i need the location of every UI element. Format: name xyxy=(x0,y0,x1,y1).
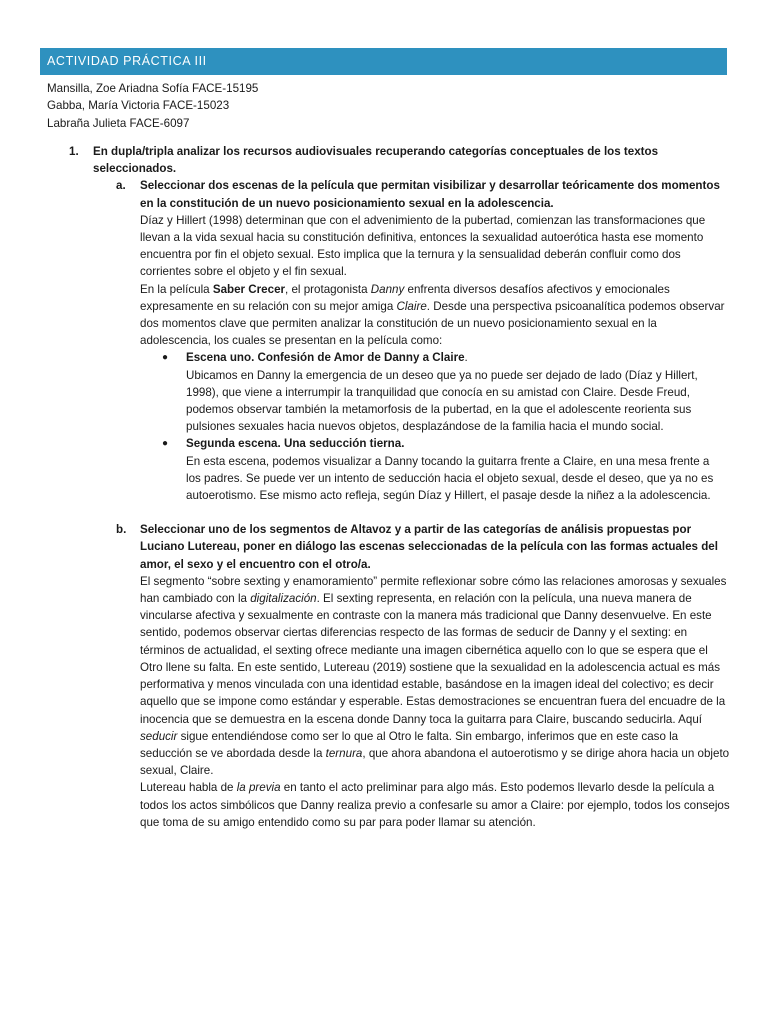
bullet-title: Segunda escena. Una seducción tierna. xyxy=(186,437,405,451)
question-1-text: En dupla/tripla analizar los recursos audiovisuales recuperando categorías conceptuales de los textos seleccionados. xyxy=(93,145,659,176)
bullet-text: En esta escena, podemos visualizar a Danny tocando la guitarra frente a Claire, en una mesa frente a los padres. Se puede ver un intento de seducción hacia el objeto sexual, desde el deseo, que ya no es autoerotismo. Ese mismo acto refleja, según Díaz y Hillert, el pasaje desde la niñez a la adolescencia. xyxy=(186,454,714,503)
subquestion-a-marker: a. xyxy=(116,179,126,193)
bullet-icon: ● xyxy=(162,352,169,364)
bullet-icon: ● xyxy=(162,438,169,450)
question-number: 1. xyxy=(69,145,79,158)
paragraph: El segmento “sobre sexting y enamoramiento” permite reflexionar sobre cómo las relaciones amorosas y sexuales han cambiado con la digitalización. El sexting representa, en relación con la película, una nueva manera de vincularse afectiva y sexualmente en contraste con la manera más tradicional que Danny desenvuelve. En este sentido, podemos observar ciertas diferencias respecto de las formas de seducir de Danny y el sexting: en términos de actualidad, el sexting ofrece mediante una imagen cibernética aquello con lo que se espera que el Otro llene su falta. En este sentido, Lutereau (2019) sostiene que la sexualidad en la adolescencia actual es más performativa y menos vinculada con una identidad estable, basándose en la imagen ideal del colectivo; es decir aquello que se impone como estándar y esperable. Estas demostraciones se encuentran fuera del encuadre de la inocencia que se demuestra en la escena donde Danny toca la guitarra para Claire, buscando seducirla. Aquí seducir sigue entendiéndose como ser lo que al Otro le falta. Sin embargo, inferimos que en este caso la seducción se ve abordada desde la ternura, que ahora abandona el autoerotismo y se dirige ahora hacia un objeto sexual, Claire. xyxy=(140,574,730,778)
author-line: Mansilla, Zoe Ariadna Sofía FACE-15195 xyxy=(47,82,259,95)
subquestion-a-heading: Seleccionar dos escenas de la película que permitan visibilizar y desarrollar teóricamente dos momentos en la constitución de un nuevo posicionamiento sexual en la adolescencia. xyxy=(140,179,720,210)
bullet-text: Ubicamos en Danny la emergencia de un deseo que ya no puede ser dejado de lado (Díaz y Hillert, 1998), que viene a interrumpir la tranquilidad que conocía en su amistad con Claire. Desde Freud, podemos observar también la metamorfosis de la pubertad, en la que el adolescente reorienta sus pulsiones sexuales hacia nuevos objetos, desplazándose de la familia hacia el mundo social. xyxy=(186,368,698,434)
subquestion-a xyxy=(116,177,730,349)
film-title: Saber Crecer xyxy=(212,282,286,296)
document-body xyxy=(0,143,768,831)
subquestion-b-marker: b. xyxy=(116,523,127,537)
paragraph: En la película Saber Crecer, el protagonista Danny enfrenta diversos desafíos afectivos y emocionales expresamente en su relación con su mejor amiga Claire. Desde una perspectiva psicoanalítica podemos observar dos momentos clave que permiten analizar la constitución de un nuevo posicionamiento sexual en la adolescencia, los cuales se presentan en la película como: xyxy=(140,282,725,348)
author-list xyxy=(47,80,258,132)
author-line: Labraña Julieta FACE-6097 xyxy=(47,116,190,130)
paragraph: Díaz y Hillert (1998) determinan que con el advenimiento de la pubertad, comienzan las transformaciones que llevan a la vida sexual hacia su constitución definitiva, entonces la sexualidad autoerótica hasta ese momento encuentra por fin el objeto sexual. Esto implica que la ternura y la sensualidad deberán confluir como dos corrientes sobre el objeto y el fin sexual. xyxy=(140,213,706,279)
spacer xyxy=(0,504,768,521)
question-1 xyxy=(69,143,733,177)
author-line: Gabba, María Victoria FACE-15023 xyxy=(47,99,230,113)
section-title-banner xyxy=(40,48,727,75)
bullet-item xyxy=(162,349,726,435)
bullet-item xyxy=(162,435,726,504)
section-title: ACTIVIDAD PRÁCTICA III xyxy=(47,54,207,68)
bullet-title: Escena uno. Confesión de Amor de Danny a Claire. xyxy=(186,351,468,365)
subquestion-b-heading: Seleccionar uno de los segmentos de Altavoz y a partir de las categorías de análisis propuestas por Luciano Lutereau, poner en diálogo las escenas seleccionadas de la película con las formas actuales del amor, el sexo y el encuentro con el otro/a. xyxy=(140,523,718,571)
paragraph: Lutereau habla de la previa en tanto el acto preliminar para algo más. Esto podemos llevarlo desde la película a todos los actos simbólicos que Danny realiza previo a confesarle su amor a Claire: por ejemplo, todos los consejos que toma de su amigo entendido como su par para poder llamar su atención. xyxy=(140,781,730,829)
subquestion-b xyxy=(116,521,730,831)
